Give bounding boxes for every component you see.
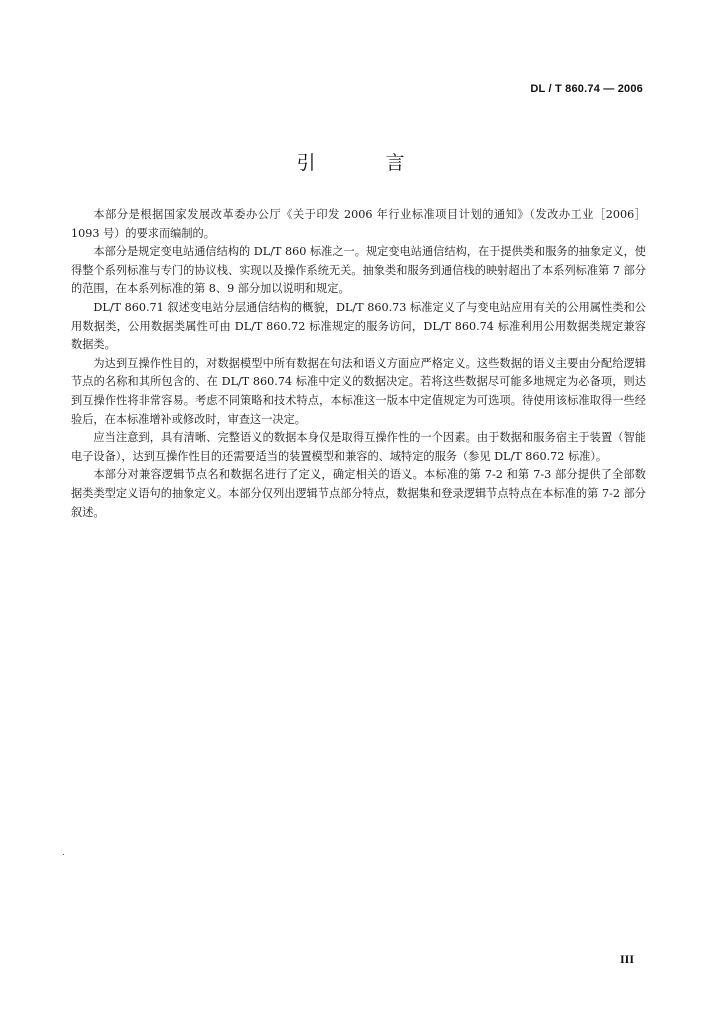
scan-speck [63, 854, 64, 855]
paragraph: 本部分对兼容逻辑节点名和数据名进行了定义，确定相关的语义。本标准的第 7-2 和第 7-3 部分提供了全部数据类类型定义语句的抽象定义。本部分仅列出逻辑节点部分特点，数据集和登录逻辑节点特点在本标准的第 7-2 部分叙述。 [71, 468, 646, 519]
page-title: 引 言 [296, 152, 437, 174]
paragraph: 为达到互操作性目的，对数据模型中所有数据在句法和语义方面应严格定义。这些数据的语义主要由分配给逻辑节点的名称和其所包含的、在 DL/T 860.74 标准中定义的数据决定。若将这些数据尽可能多地规定为必备项，则达到互操作性将非常容易。考虑不同策略和技术特点，本标准这一版本中定值规定为可选项。待使用该标准取得一些经验后，在本标准增补或修改时，审查这一决定。 [71, 356, 646, 426]
paragraph: 应当注意到，具有清晰、完整语义的数据本身仅是取得互操作性的一个因素。由于数据和服务宿主于装置（智能电子设备），达到互操作性目的还需要适当的装置模型和兼容的、域特定的服务（参见 DL/T 860.72 标准）。 [71, 431, 646, 463]
paragraph: 本部分是根据国家发展改革委办公厅《关于印发 2006 年行业标准项目计划的通知》（发改办工业［2006］1093 号）的要求而编制的。 [71, 208, 646, 240]
standard-code-header: DL / T 860.74 — 2006 [530, 83, 643, 95]
paragraph: DL/T 860.71 叙述变电站分层通信结构的概貌，DL/T 860.73 标准定义了与变电站应用有关的公用属性类和公用数据类，公用数据类属性可由 DL/T 860.72 标准规定的服务访问，DL/T 860.74 标准利用公用数据类规定兼容数据类。 [71, 300, 646, 352]
paragraph: 本部分是规定变电站通信结构的 DL/T 860 标准之一。规定变电站通信结构，在于提供类和服务的抽象定义，使得整个系列标准与专门的协议栈、实现以及操作系统无关。抽象类和服务到通信栈的映射超出了本系列标准第 7 部分的范围，在本系列标准的第 8、9 部分加以说明和规定。 [71, 245, 646, 296]
document-body [71, 206, 646, 522]
page-number: III [619, 952, 634, 966]
